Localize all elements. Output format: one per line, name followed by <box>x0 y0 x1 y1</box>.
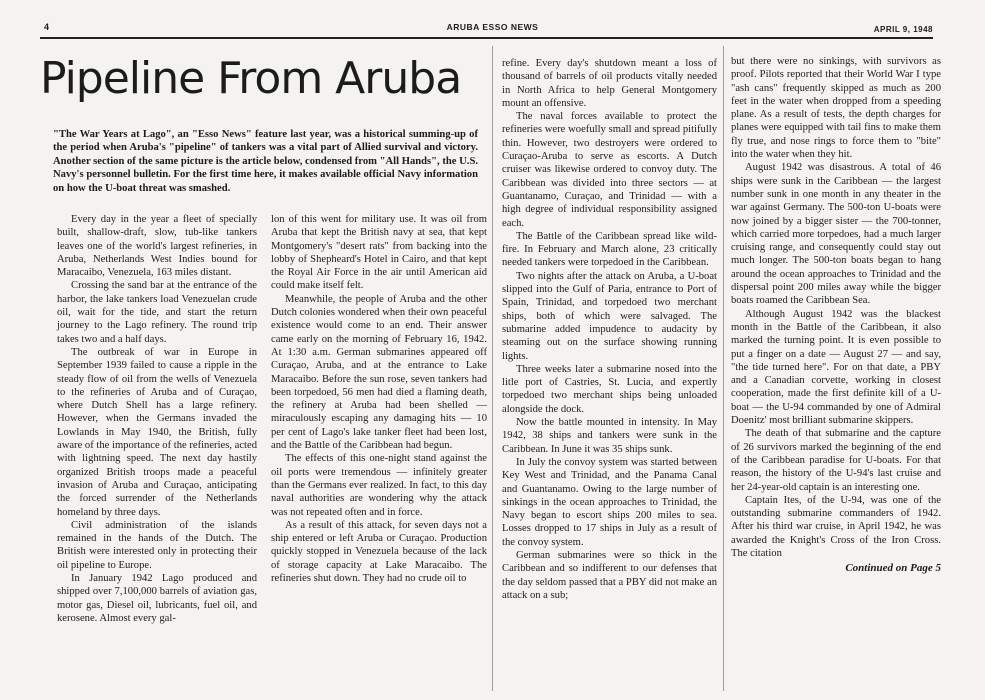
header-rule <box>40 37 933 39</box>
paragraph: Three weeks later a submarine nosed into the litle port of Castries, St. Lucia, and expertly torpedoed two merchant ships being unloaded alongside the dock. <box>502 363 717 415</box>
page-number: 4 <box>44 22 50 32</box>
paragraph: The death of that submarine and the capture of 26 survivors marked the beginning of the end of the Caribbean paradise for U-boats. For that reason, the history of the U-94's last cruise and her 24-year-old captain is an interesting one. <box>731 428 941 493</box>
paragraph: Crossing the sand bar at the entrance of the harbor, the lake tankers load Venezuelan crude oil, wait for the tide, and start the return journey to the Lago refinery. The round trip takes two and a half days. <box>57 280 257 345</box>
paragraph: Civil administration of the islands remained in the hands of the Dutch. The British were interested only in protecting their oil pipeline to Europe. <box>57 519 257 571</box>
article-intro: "The War Years at Lago", an "Esso News" feature last year, was a historical summing-up of the period when Aruba's "pipeline" of tankers was a vital part of Allied survival and victory. Another section of the same picture is the article below, condensed from "All Hands", the U.S. Navy's personnel bulletin. For the first time here, it makes available official Navy information on how the U-boat threat was smashed. <box>53 129 478 194</box>
headline: Pipeline From Aruba <box>40 53 462 104</box>
paragraph: Two nights after the attack on Aruba, a U-boat slipped into the Gulf of Paria, entrance to Port of Spain, Trinidad, and torpedoed two merchant ships, both of which were salvaged. The submarine added impudence to audacity by steaming out on the surface showing running lights. <box>502 270 717 362</box>
paragraph: Every day in the year a fleet of specially built, shallow-draft, slow, tub-like tankers leaves one of the world's largest refineries, in Aruba, Netherlands West Indies bound for Maracaibo, Venezuela, 163 miles distant. <box>57 214 257 279</box>
paragraph: lon of this went for military use. It was oil from Aruba that kept the British navy at sea, that kept Montgomery's "desert rats" from backing into the lobby of Shepheard's Hotel in Cairo, and that kept the Royal Air Force in the air until American aid could make itself felt. <box>271 214 487 292</box>
column-3 <box>502 57 717 602</box>
column-divider <box>492 46 493 691</box>
paragraph: Captain Ites, of the U-94, was one of the outstanding submarine commanders of 1942. After his third war cruise, in April 1942, he was awarded the Knight's Cross of the Iron Cross. The citation <box>731 494 941 559</box>
paragraph: The Battle of the Caribbean spread like wild-fire. In February and March alone, 23 critically needed tankers were torpedoed in the Caribbean. <box>502 230 717 269</box>
paragraph: Now the battle mounted in intensity. In May 1942, 38 ships and tankers were sunk in the Caribbean. In June it was 35 ships sunk. <box>502 417 717 455</box>
paragraph: August 1942 was disastrous. A total of 46 ships were sunk in the Caribbean — the largest number sunk in one month in any theater in the war against Germany. The 500-ton U-boats were now joined by a bigger sister — the 700-tonner, which carried more torpedoes, had a much larger cruising range, and consequently could stay out much longer. The 500-ton boats began to hang around the ocean approaches to Trinidad and the dispersal point 200 miles away while the bigger boats roamed the Caribbean Sea. <box>731 162 941 307</box>
column-1 <box>57 213 257 625</box>
paragraph: Meanwhile, the people of Aruba and the other Dutch colonies wondered when their own peaceful existence would come to an end. Their answer came early on the morning of February 16, 1942. At 1:30 a.m. German submarines appeared off Curaçao, Aruba, and at the entrance to Lake Maracaibo. Before the sun rose, seven tankers had been torpedoed, 56 men had died a flaming death, the refinery at Aruba had been shelled — miraculously escaping any damaging hits — 10 per cent of Lago's lake tanker fleet had been lost, and the Battle of the Caribbean had begun. <box>271 293 487 452</box>
continued-link[interactable]: Continued on Page 5 <box>845 562 941 575</box>
paragraph: German submarines were so thick in the Caribbean and so indifferent to our defenses that the day seldom passed that a PBY did not make an attack on a sub; <box>502 549 717 601</box>
paragraph: In January 1942 Lago produced and shipped over 7,100,000 barrels of aviation gas, motor gas, Diesel oil, lubricants, fuel oil, and kerosene. Almost every gal- <box>57 573 257 624</box>
issue-date: APRIL 9, 1948 <box>873 25 933 34</box>
paragraph: In July the convoy system was started between Key West and Trinidad, and the Panama Canal and Guantanamo. Owing to the large number of sinkings in the ocean approaches to Trinidad, the Navy began to escort ships 200 miles to sea. Losses dropped to 17 ships in July as a result of the convoy system. <box>502 456 717 548</box>
paragraph: refine. Every day's shutdown meant a loss of thousand of barrels of oil products vitally needed in North Africa to help General Montgomery mount an offensive. <box>502 58 717 109</box>
paragraph: The outbreak of war in Europe in September 1939 failed to cause a ripple in the steady flow of oil from the wells of Venezuela to the refineries of Aruba and of Curaçao, where Dutch Shell has a large refinery. However, when the Germans invaded the Lowlands in May 1940, the British, fully aware of the importance of the refineries, acted with lightning speed. The next day hastily organized British troops made a peaceful invasion of Aruba and Curaçao, anticipating the forced surrender of the Netherlands homeland by three days. <box>57 346 257 518</box>
column-divider <box>723 46 724 691</box>
paragraph: Although August 1942 was the blackest month in the Battle of the Caribbean, it also marked the turning point. It is even possible to put a finger on a date — August 27 — and say, "the tide turned here". For on that date, a PBY and a Canadian corvette, working in closest cooperation, made the first definite kill of a U-boat — the U-94 commanded by one of Admiral Doenitz' most brilliant submarine skippers. <box>731 308 941 427</box>
paragraph: but there were no sinkings, with survivors as proof. Pilots reported that their World War I type "ash cans" frequently skipped as much as 200 feet in the water when dropped from a speeding plane. As a result of tests, the depth charges for planes were equipped with tail fins to make them fly true, and nose rings to force them to "bite" into the water when they hit. <box>731 56 941 161</box>
paragraph: The naval forces available to protect the refineries were woefully small and spread pitifully thin. However, two destroyers were ordered to Curaçao-Aruba to serve as escorts. A Dutch cruiser was likewise ordered to convoy duty. The Caribbean was divided into three sectors — at Guantanamo, Curaçao, and Trinidad — with a high degree of individual responsibility assigned each. <box>502 111 717 229</box>
column-2 <box>271 213 487 585</box>
column-4 <box>731 55 941 576</box>
paragraph: As a result of this attack, for seven days not a ship entered or left Aruba or Curaçao. Production quickly stopped in Venezuela because of the lack of storage capacity at Lake Maracaibo. The refineries shut down. They had no crude oil to <box>271 519 487 585</box>
publication-title: ARUBA ESSO NEWS <box>446 22 539 32</box>
paragraph: The effects of this one-night stand against the oil ports were tremendous — infinitely greater than the Germans ever realized. In fact, to this day naval authorities are wondering why the attack was not repeated often and in force. <box>271 453 487 518</box>
